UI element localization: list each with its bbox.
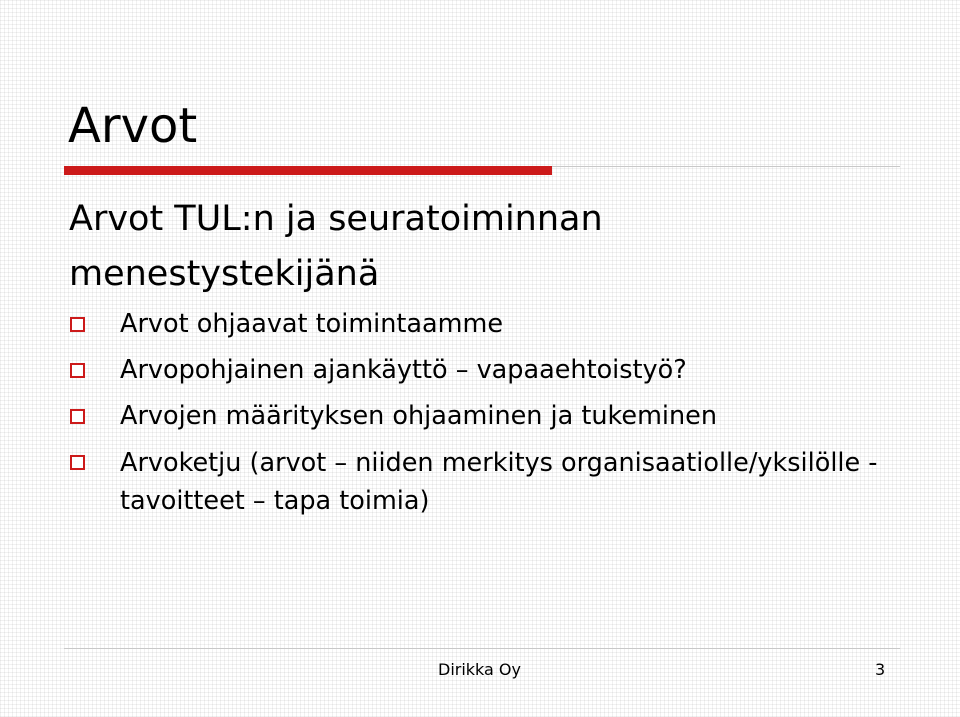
- bullet-text: Arvopohjainen ajankäyttö – vapaaehtoistyö?: [120, 355, 687, 385]
- hollow-square-bullet-icon: [70, 363, 85, 378]
- footer-company: Dirikka Oy: [438, 660, 521, 679]
- hollow-square-bullet-icon: [70, 455, 85, 470]
- bullet-list: [69, 306, 929, 530]
- footer-divider: [64, 648, 900, 649]
- title-underline-accent: [64, 166, 552, 175]
- slide-subtitle: Arvot TUL:n ja seuratoiminnan menestystekijänä: [69, 199, 603, 294]
- bullet-item: [69, 398, 929, 434]
- title-underline-rule: [552, 166, 900, 167]
- hollow-square-bullet-icon: [70, 409, 85, 424]
- bullet-item: [69, 306, 929, 342]
- bullet-text: Arvot ohjaavat toimintaamme: [120, 309, 504, 339]
- slide-number: 3: [875, 660, 886, 679]
- bullet-item: [69, 444, 929, 520]
- bullet-text: Arvojen määrityksen ohjaaminen ja tukeminen: [120, 401, 718, 431]
- hollow-square-bullet-icon: [70, 317, 85, 332]
- slide-title: Arvot: [68, 98, 198, 154]
- bullet-item: [69, 352, 929, 388]
- bullet-text: Arvoketju (arvot – niiden merkitys organisaatiolle/yksilölle - tavoitteet – tapa toimia): [120, 448, 878, 516]
